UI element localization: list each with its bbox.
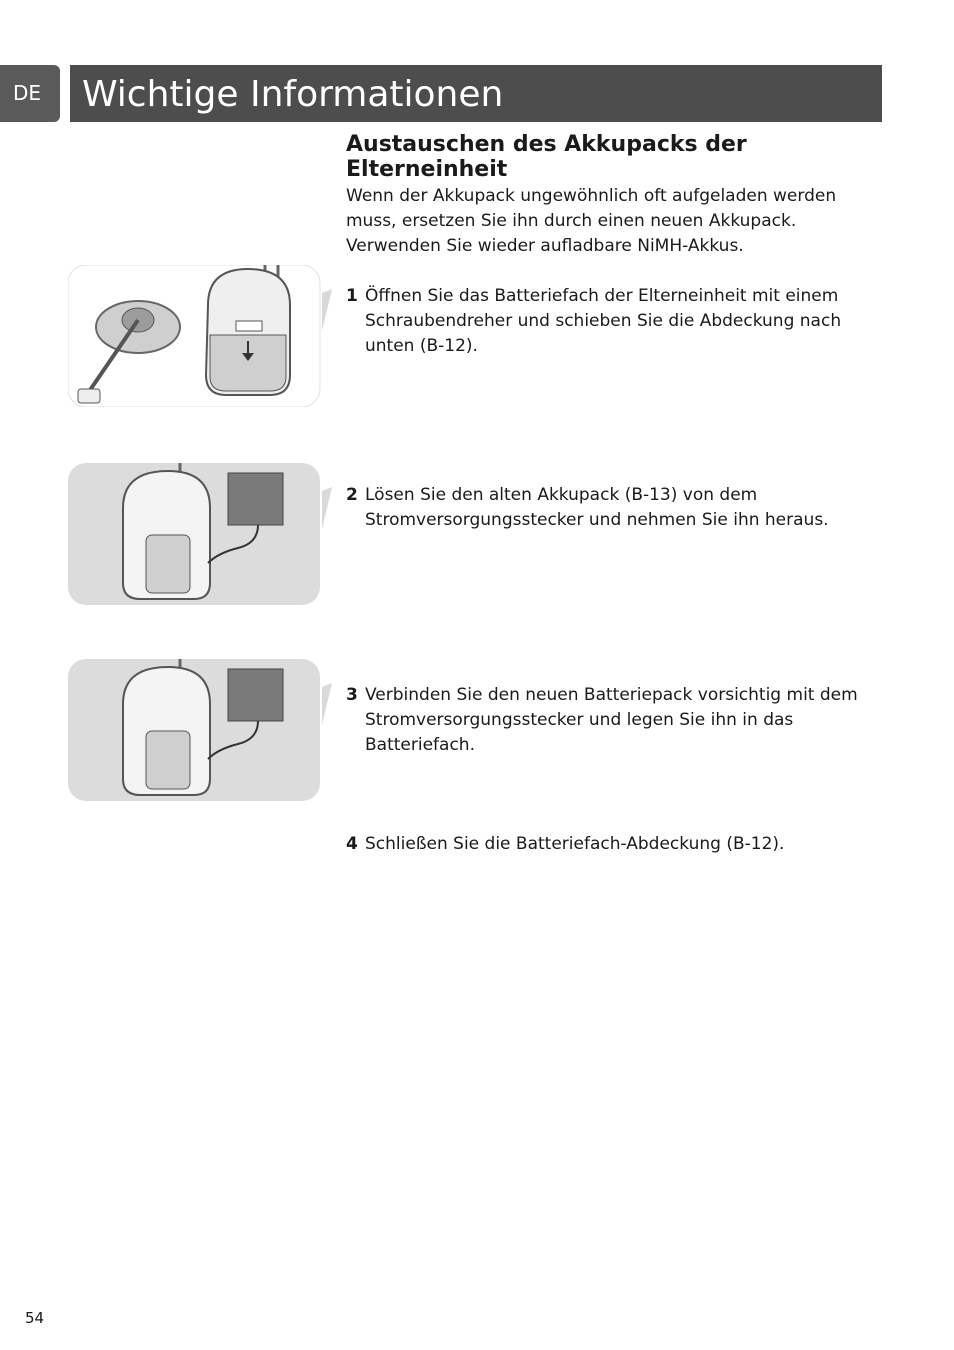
intro-paragraph: Wenn der Akkupack ungewöhnlich oft aufgeladen werden muss, ersetzen Sie ihn durch einen neuen Akkupack. Verwenden Sie wieder aufladbare NiMH-Akkus.: [346, 186, 837, 256]
step-text: Lösen Sie den alten Akkupack (B-13) von dem Stromversorgungsstecker und nehmen Sie ihn heraus.: [365, 485, 829, 530]
step-2: [346, 483, 886, 533]
step-number: 1: [346, 286, 358, 306]
section-title: Austauschen des Akkupacks der Elterneinheit: [346, 132, 747, 182]
step-text: Schließen Sie die Batteriefach-Abdeckung (B-12).: [365, 834, 785, 854]
step-4: [346, 832, 886, 857]
illustration-open-battery-cover: [68, 265, 333, 407]
illustration-remove-battery: [68, 463, 333, 605]
step-1: [346, 284, 886, 359]
step-text: Öffnen Sie das Batteriefach der Elterneinheit mit einem Schraubendreher und schieben Sie die Abdeckung nach unten (B-12).: [365, 286, 842, 356]
page-title: Wichtige Informationen: [82, 74, 504, 115]
step-number: 2: [346, 485, 358, 505]
step-number: 4: [346, 834, 358, 854]
step-text: Verbinden Sie den neuen Batteriepack vorsichtig mit dem Stromversorgungsstecker und legen Sie ihn in das Batteriefach.: [365, 685, 858, 755]
step-number: 3: [346, 685, 358, 705]
language-tab: DE: [0, 65, 60, 122]
page-number: 54: [25, 1309, 45, 1327]
step-3: [346, 683, 886, 758]
header-bar: [70, 65, 882, 122]
illustration-insert-battery: [68, 659, 333, 801]
